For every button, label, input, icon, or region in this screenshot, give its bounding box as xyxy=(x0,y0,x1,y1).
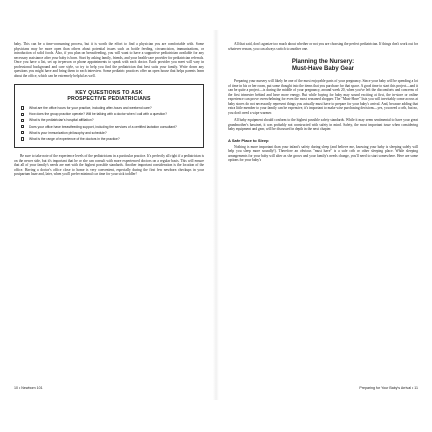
sidebar-question-list xyxy=(21,106,197,141)
checkbox-icon xyxy=(21,119,24,122)
left-paragraph: Be sure to take note of the experience levels of the pediatricians in a particular practice. It's perfectly all right if a pediatrician is on the newer side, but it's important that he or she can consult with more experienced doctors on a regular basis. This will ensure that all of your family's needs are met with the highest possible standards. Another important consideration is the location of the office. Having a doctor's office close to home is very convenient, especially during the first few newborn checkups in your postpartum haze and, later, when you'll prefer minimal car time for your sick toddler! xyxy=(14,154,204,177)
right-paragraph: Nothing is more important than your infant's safety during sleep (and believe me, knowing your baby is sleeping safely will help you sleep more soundly!). Therefore an obvious "must have" is a safe crib or other sleeping place. While sleeping arrangements for your baby will alter as she grows and your family's needs change, you'll need to start somewhere. Here are some options for your baby's xyxy=(228,144,418,162)
sidebar-title xyxy=(21,90,197,102)
checkbox-icon xyxy=(21,106,24,109)
checkbox-icon xyxy=(21,125,24,128)
right-paragraph: Preparing your nursery will likely be one of the most enjoyable parts of your pregnancy. Since your baby will be spending a lot of time in his or her room, put some thought into the items that you purchase for that space. A good time to start this project—and it can be quite a project—is during the middle of your pregnancy, around week 20, when you've left the discomforts and concerns of the first trimester behind and have more energy. But while buying for baby may sound exciting at first, the in-store or online experience can prove overwhelming for even the most seasoned shopper. The "Must-Have" lists you will inevitably come across at baby stores do not necessarily represent things you actually must have to prepare for your baby's arrival. And, because adding that extra little member to your family can be expensive, it's important to make wise purchasing decisions—yes, you need a crib, but no, you don't need a wipe warmer. xyxy=(228,79,418,115)
left-paragraph: baby. This can be a time-consuming process, but it is worth the effort to find a physician you are comfortable with. Some physicians may be more open than others about potential issues such as bottle feeding, circumcision, immunizations, or introduction of solid foods. Also, if you plan on breastfeeding, you will want to have a supportive pediatrician available for any necessary assistance after your baby is born. Start by asking family, friends, and your health-care provider for pediatrician referrals. Once you have a list, set up in-person or phone appointments to speak with each doctor. Each provider you meet will vary in professional background and care style, so try to help you find the pediatrician that best suits your family. Write down any questions you might have and bring them to each interview. Some pediatric practices offer an open house that helps parents learn about the office, which can be extremely helpful as well. xyxy=(14,42,204,78)
list-item: What is the range of experience of the doctors in the practice? xyxy=(21,137,197,141)
list-item: How does the group practice operate? Will be talking with a doctor when I call with a question? xyxy=(21,112,197,116)
right-paragraph: All that said, don't agonize too much about whether or not you are choosing the perfect pediatrician. If things don't work out for whatever reason, you can always switch to another one. xyxy=(228,42,418,51)
key-questions-sidebar xyxy=(14,84,204,148)
list-item: What is the pediatrician's hospital affiliation? xyxy=(21,118,197,122)
right-paragraph: All baby equipment should conform to the highest possible safety standards. While it may seem sentimental to have your great grandmother's bassinet, it was probably not constructed with safety in mind. Safety, the most important issue when considering baby equipment and gear, will be discussed in depth in the next chapter. xyxy=(228,118,418,131)
left-page xyxy=(14,42,204,382)
checkbox-icon xyxy=(21,137,24,140)
list-item: What is your immunization philosophy and schedule? xyxy=(21,131,197,135)
checkbox-icon xyxy=(21,131,24,134)
checkbox-icon xyxy=(21,113,24,116)
sidebar-title-line2: PROSPECTIVE PEDIATRICIANS xyxy=(67,96,151,102)
right-page xyxy=(228,42,418,382)
section-heading xyxy=(228,59,418,73)
left-page-folio: 10 • Newborn 101 xyxy=(14,386,43,390)
list-item: Does your office have breastfeeding support, including the services of a certified lactation consultant? xyxy=(21,125,197,129)
list-item: What are the office hours for your practice, including after-hours and weekend care? xyxy=(21,106,197,110)
right-page-folio: Preparing for Your Baby's Arrival • 11 xyxy=(359,386,418,390)
section-heading-line2: Must-Have Baby Gear xyxy=(291,66,355,72)
subsection-heading: A Safe Place to Sleep xyxy=(228,137,269,143)
book-gutter xyxy=(213,30,219,400)
section-heading-line1: Planning the Nursery: xyxy=(291,59,355,65)
sidebar-title-line1: KEY QUESTIONS TO ASK xyxy=(75,90,143,96)
